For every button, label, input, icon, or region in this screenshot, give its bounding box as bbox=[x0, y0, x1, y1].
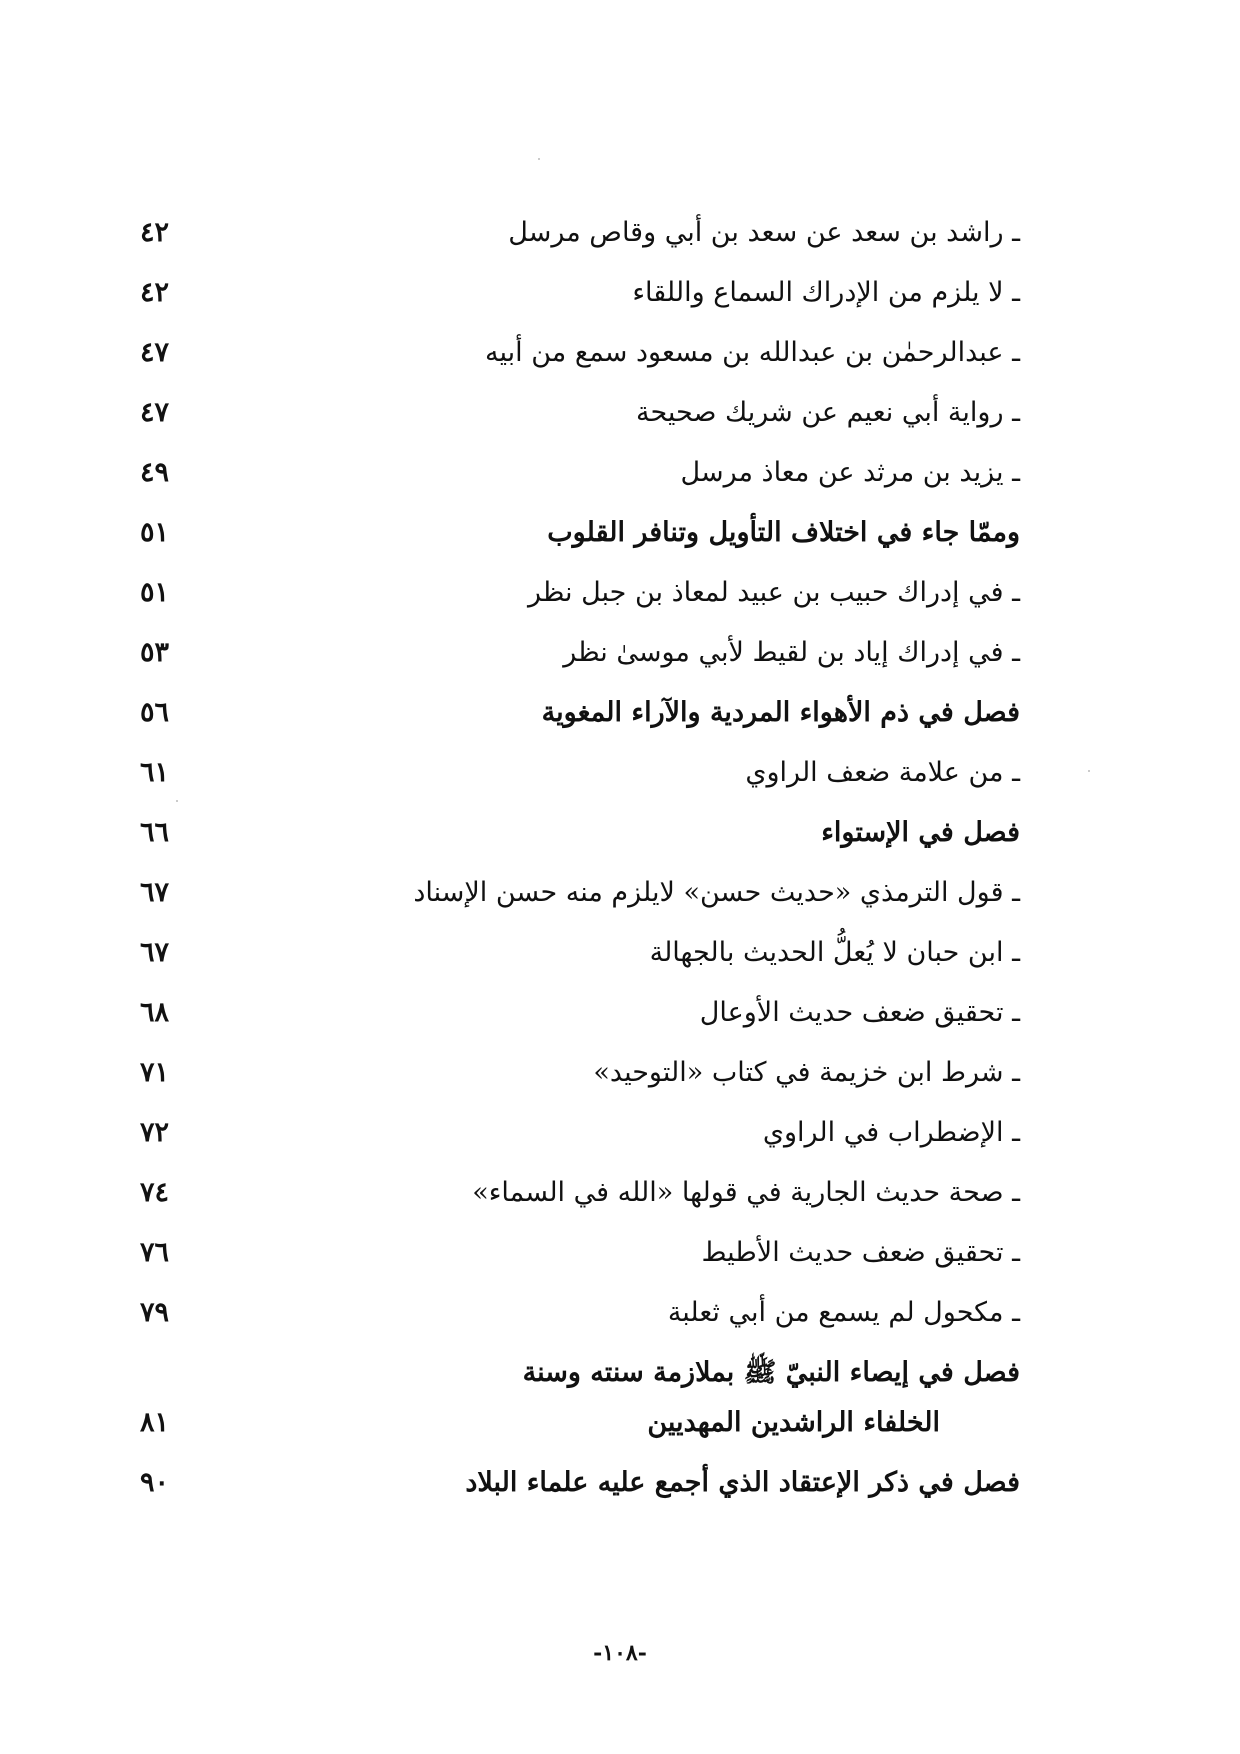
toc-heading-title: وممّا جاء في اختلاف التأويل وتنافر القلوب bbox=[547, 517, 1020, 548]
scan-speck bbox=[538, 158, 540, 160]
table-of-contents bbox=[140, 205, 1020, 1515]
toc-entry bbox=[140, 565, 1020, 625]
toc-heading bbox=[140, 685, 1020, 745]
toc-heading-title: الخلفاء الراشدين المهديين bbox=[647, 1407, 940, 1438]
toc-entry-title: ـ تحقيق ضعف حديث الأوعال bbox=[699, 997, 1020, 1028]
toc-entry bbox=[140, 625, 1020, 685]
toc-heading bbox=[140, 805, 1020, 865]
toc-entry-title: ـ قول الترمذي «حديث حسن» لايلزم منه حسن الإسناد bbox=[413, 877, 1020, 908]
toc-entry-title: ـ في إدراك إياد بن لقيط لأبي موسىٰ نظر bbox=[563, 637, 1020, 668]
toc-entry bbox=[140, 745, 1020, 805]
toc-entry-title: ـ شرط ابن خزيمة في كتاب «التوحيد» bbox=[593, 1057, 1020, 1088]
toc-entry bbox=[140, 1285, 1020, 1345]
toc-entry bbox=[140, 1225, 1020, 1285]
toc-entry-title: ـ الإضطراب في الراوي bbox=[762, 1117, 1020, 1148]
toc-entry-page: ٧٦ bbox=[140, 1237, 170, 1268]
toc-entry bbox=[140, 1045, 1020, 1105]
toc-entry-page: ٥١ bbox=[140, 517, 170, 548]
toc-heading-continuation bbox=[140, 1395, 1020, 1455]
toc-entry-title: ـ في إدراك حبيب بن عبيد لمعاذ بن جبل نظر bbox=[527, 577, 1020, 608]
toc-entry bbox=[140, 205, 1020, 265]
toc-entry-title: ـ رواية أبي نعيم عن شريك صحيحة bbox=[635, 397, 1020, 428]
scan-speck bbox=[1088, 770, 1090, 772]
toc-entry-page: ٨١ bbox=[140, 1407, 170, 1438]
toc-entry bbox=[140, 1105, 1020, 1165]
toc-entry bbox=[140, 865, 1020, 925]
toc-entry bbox=[140, 325, 1020, 385]
toc-entry-title: ـ من علامة ضعف الراوي bbox=[745, 757, 1020, 788]
toc-entry bbox=[140, 925, 1020, 985]
toc-entry-title: ـ مكحول لم يسمع من أبي ثعلبة bbox=[667, 1297, 1020, 1328]
toc-entry bbox=[140, 265, 1020, 325]
toc-entry-page: ٧١ bbox=[140, 1057, 170, 1088]
toc-heading bbox=[140, 1455, 1020, 1515]
toc-entry-title: ـ راشد بن سعد عن سعد بن أبي وقاص مرسل bbox=[508, 217, 1020, 248]
toc-entry-page: ٤٢ bbox=[140, 217, 170, 248]
toc-entry-page: ٦١ bbox=[140, 757, 170, 788]
toc-entry-page: ٥٣ bbox=[140, 637, 170, 668]
toc-entry-page: ٥٦ bbox=[140, 697, 170, 728]
toc-entry-title: ـ يزيد بن مرثد عن معاذ مرسل bbox=[680, 457, 1020, 488]
toc-heading-title: فصل في إيصاء النبيّ ﷺ بملازمة سنته وسنة bbox=[522, 1357, 1020, 1388]
page-number: -١٠٨- bbox=[593, 1640, 647, 1666]
toc-entry-page: ٧٤ bbox=[140, 1177, 170, 1208]
toc-entry bbox=[140, 1165, 1020, 1225]
toc-entry bbox=[140, 985, 1020, 1045]
toc-heading bbox=[140, 1345, 1020, 1395]
toc-entry-page: ٦٦ bbox=[140, 817, 170, 848]
toc-entry-page: ٤٩ bbox=[140, 457, 170, 488]
toc-entry-page: ٤٧ bbox=[140, 337, 170, 368]
toc-entry-page: ٦٧ bbox=[140, 877, 170, 908]
toc-entry-page: ٦٧ bbox=[140, 937, 170, 968]
toc-entry-page: ٤٢ bbox=[140, 277, 170, 308]
toc-entry-title: ـ تحقيق ضعف حديث الأطيط bbox=[701, 1237, 1020, 1268]
toc-heading-title: فصل في ذكر الإعتقاد الذي أجمع عليه علماء البلاد bbox=[465, 1467, 1020, 1498]
toc-entry bbox=[140, 445, 1020, 505]
toc-entry-title: ـ ابن حبان لا يُعلُّ الحديث بالجهالة bbox=[649, 937, 1020, 968]
toc-heading-title: فصل في الإستواء bbox=[821, 817, 1020, 848]
toc-heading bbox=[140, 505, 1020, 565]
toc-entry bbox=[140, 385, 1020, 445]
toc-heading-title: فصل في ذم الأهواء المردية والآراء المغوية bbox=[541, 697, 1020, 728]
toc-entry-page: ٩٠ bbox=[140, 1467, 170, 1498]
toc-entry-title: ـ لا يلزم من الإدراك السماع واللقاء bbox=[632, 277, 1020, 308]
toc-entry-page: ٦٨ bbox=[140, 997, 170, 1028]
toc-entry-title: ـ عبدالرحمٰن بن عبدالله بن مسعود سمع من أبيه bbox=[485, 337, 1020, 368]
toc-entry-title: ـ صحة حديث الجارية في قولها «الله في السماء» bbox=[472, 1177, 1020, 1208]
toc-entry-page: ٧٩ bbox=[140, 1297, 170, 1328]
toc-entry-page: ٤٧ bbox=[140, 397, 170, 428]
toc-entry-page: ٥١ bbox=[140, 577, 170, 608]
toc-entry-page: ٧٢ bbox=[140, 1117, 170, 1148]
